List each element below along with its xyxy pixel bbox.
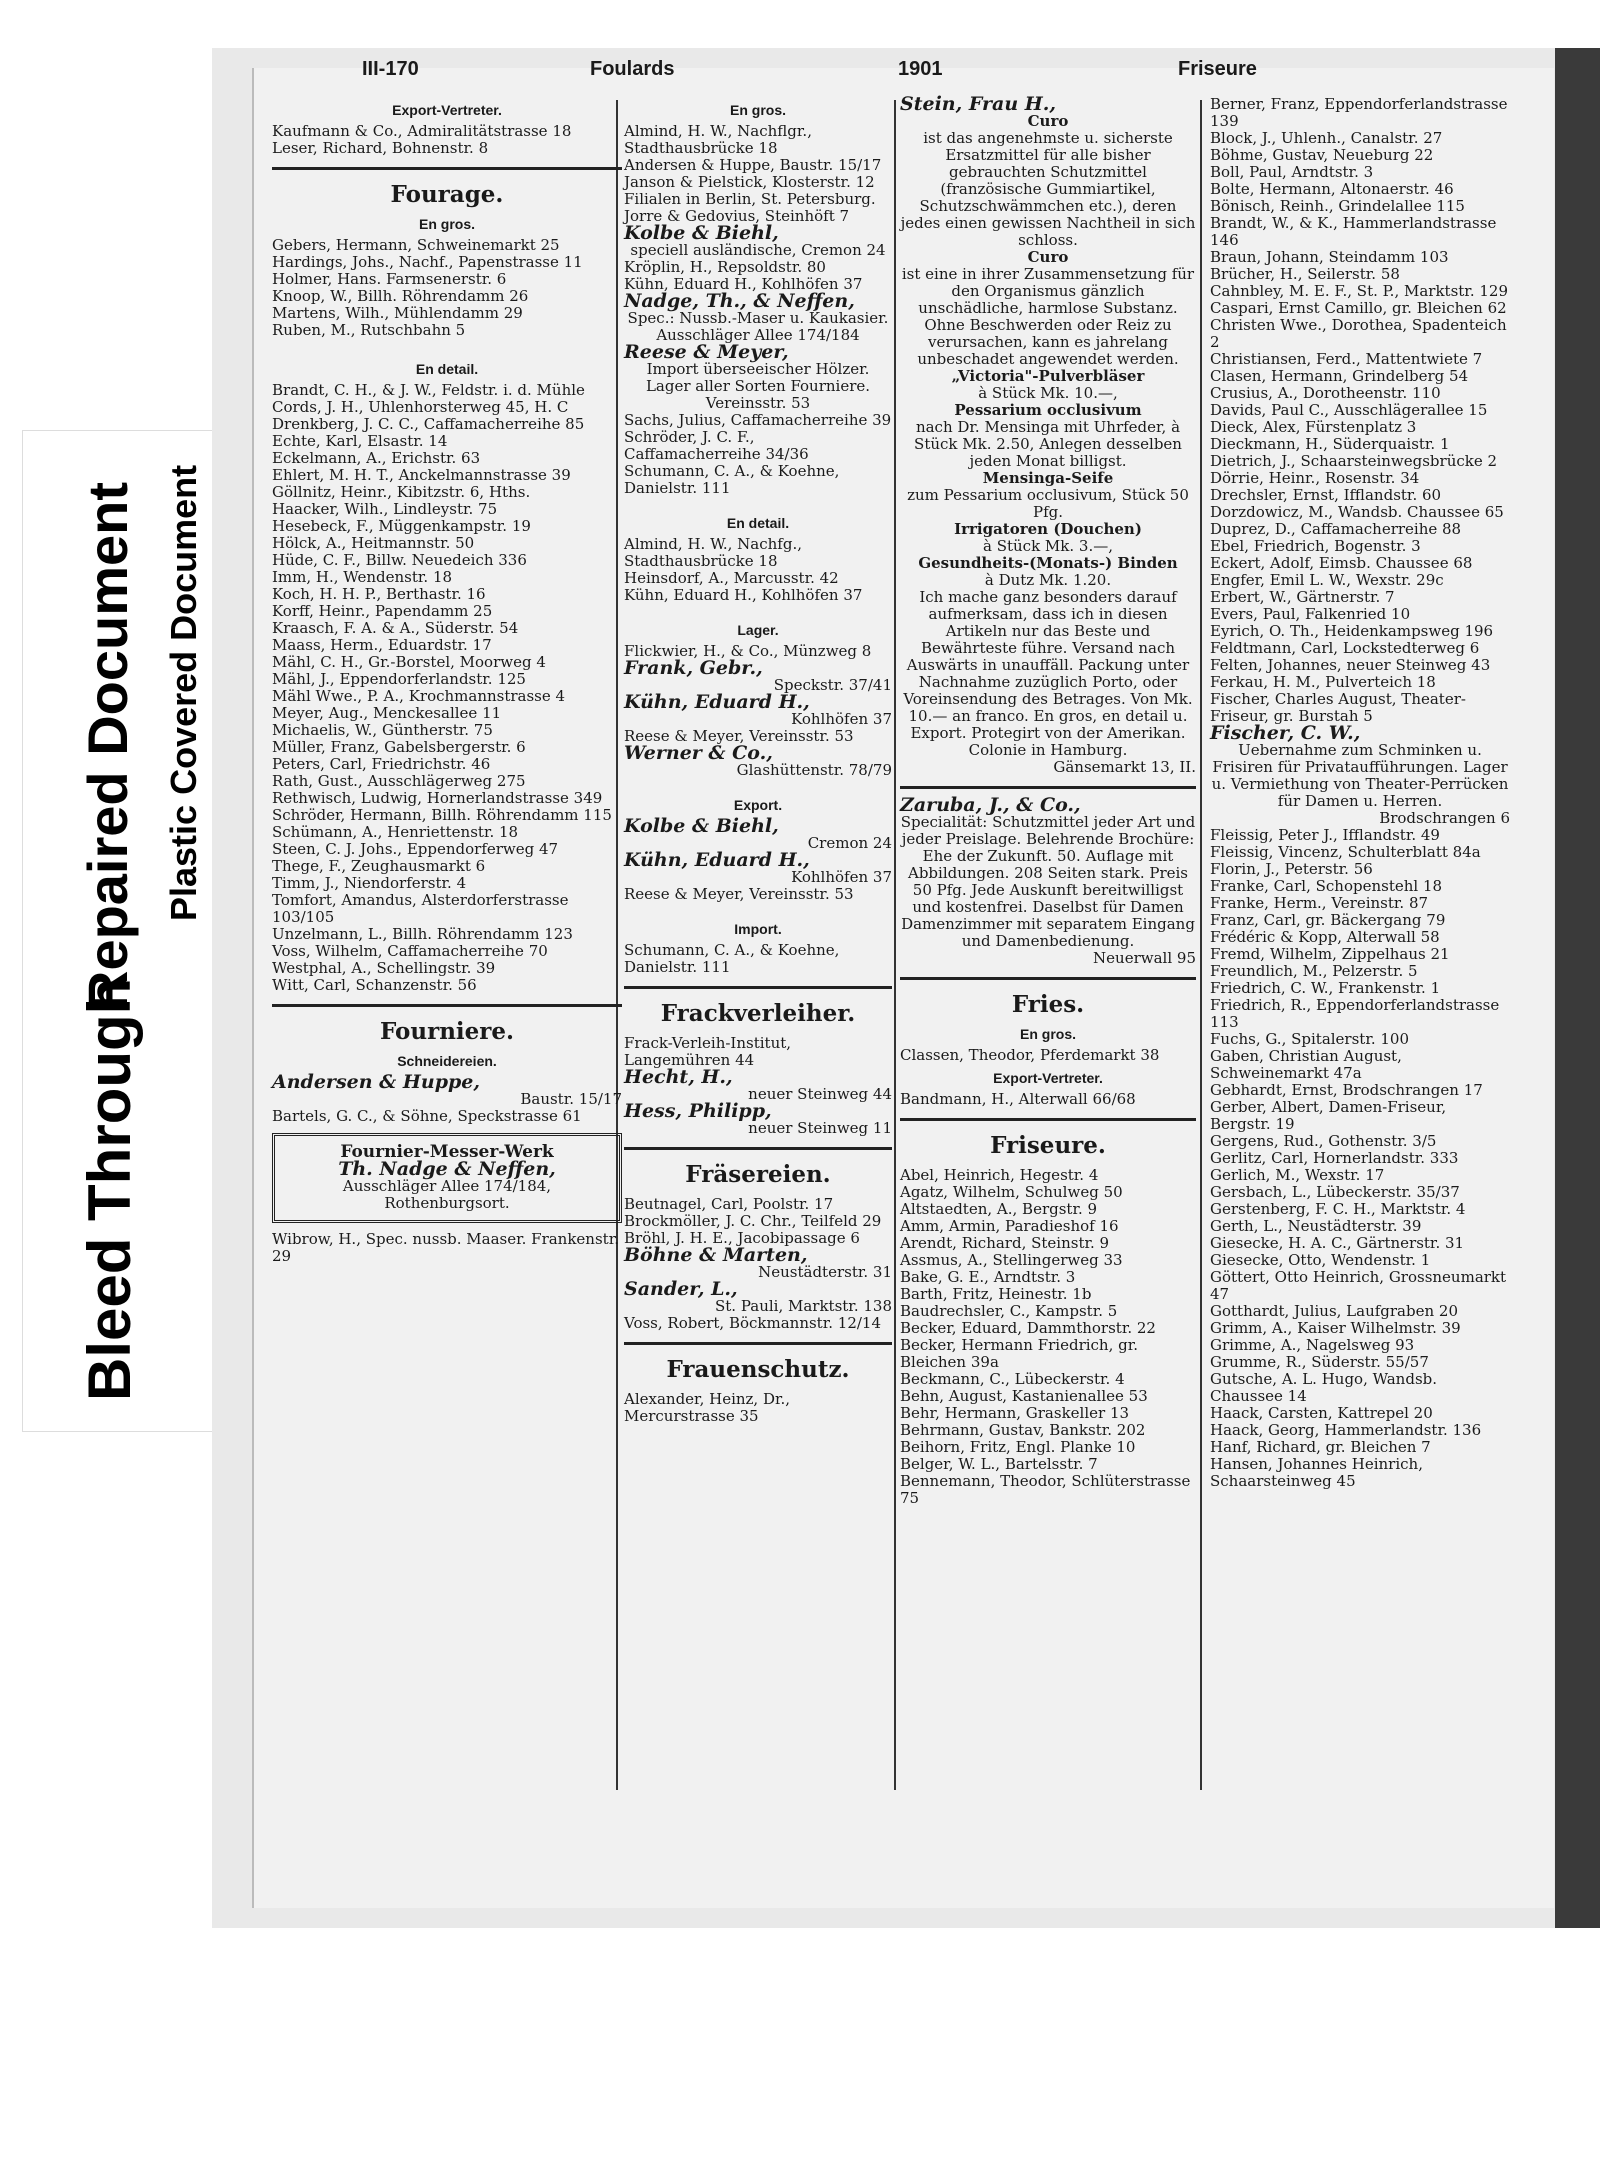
list-item: Voss, Robert, Böckmannstr. 12/14 bbox=[624, 1314, 881, 1332]
list-item: Clasen, Hermann, Grindelberg 54 bbox=[1210, 367, 1469, 385]
bold-entry: Frank, Gebr., bbox=[624, 657, 763, 679]
list-item: Erbert, W., Gärtnerstr. 7 bbox=[1210, 588, 1395, 606]
list-item: Beckmann, C., Lübeckerstr. 4 bbox=[900, 1370, 1125, 1388]
list-item: Rethwisch, Ludwig, Hornerlandstrasse 349 bbox=[272, 789, 603, 807]
list-item: Gersbach, L., Lübeckerstr. 35/37 bbox=[1210, 1183, 1460, 1201]
section-title: Fourniere. bbox=[379, 1018, 515, 1045]
list-item: Steen, C. J. Johs., Eppendorferweg 47 bbox=[272, 840, 559, 858]
list-item: Feldtmann, Carl, Lockstedterweg 6 bbox=[1210, 639, 1480, 657]
bold-entry: Kühn, Eduard H., bbox=[624, 691, 810, 713]
list-item: Jorre & Gedovius, Steinhöft 7 bbox=[624, 207, 850, 225]
list-item: Barth, Fritz, Heinestr. 1b bbox=[900, 1285, 1092, 1303]
list-item: Fleissig, Peter J., Ifflandstr. 49 bbox=[1210, 826, 1440, 844]
stamp-plastic-covered: Plastic Covered Document bbox=[163, 464, 204, 921]
section-title: Frauenschutz. bbox=[666, 1356, 850, 1383]
column-2 bbox=[624, 96, 892, 1425]
product-name: Curo bbox=[1027, 248, 1069, 266]
entry-address: St. Pauli, Marktstr. 138 bbox=[715, 1297, 892, 1315]
list-item: Engfer, Emil L. W., Wexstr. 29c bbox=[1210, 571, 1444, 589]
list-item: Tomfort, Amandus, Alsterdorferstrasse 103/105 bbox=[272, 891, 569, 926]
entry-list bbox=[624, 1391, 892, 1425]
section-subhead: Export-Vertreter. bbox=[993, 1070, 1103, 1086]
list-item: Beihorn, Fritz, Engl. Planke 10 bbox=[900, 1438, 1136, 1456]
list-item: Flickwier, H., & Co., Münzweg 8 bbox=[624, 642, 872, 660]
list-item: Haack, Carsten, Kattrepel 20 bbox=[1210, 1404, 1433, 1422]
list-item: Dieckmann, H., Süderquaistr. 1 bbox=[1210, 435, 1450, 453]
list-item: Haack, Georg, Hammerlandstr. 136 bbox=[1210, 1421, 1482, 1439]
bold-entry: Fischer, C. W., bbox=[1210, 722, 1361, 744]
list-item: Göllnitz, Heinr., Kibitzstr. 6, Hths. bbox=[272, 483, 531, 501]
bold-entry: Reese & Meyer, bbox=[624, 341, 789, 363]
list-item: Gerth, L., Neustädterstr. 39 bbox=[1210, 1217, 1422, 1235]
list-item: Schumann, C. A., & Koehne, Danielstr. 111 bbox=[624, 941, 840, 976]
list-item: Giesecke, H. A. C., Gärtnerstr. 31 bbox=[1210, 1234, 1465, 1252]
entry-address: Kohlhöfen 37 bbox=[791, 710, 892, 728]
bold-entry: Zaruba, J., & Co., bbox=[900, 794, 1081, 816]
bold-entry: Andersen & Huppe, bbox=[272, 1071, 480, 1093]
entry-text: speciell ausländische, Cremon 24 bbox=[630, 241, 886, 259]
section-rule bbox=[624, 1147, 892, 1150]
product-name: Pessarium occlusivum bbox=[954, 401, 1142, 419]
section-subhead: En detail. bbox=[726, 515, 790, 531]
bold-entry: Hess, Philipp, bbox=[624, 1100, 772, 1122]
list-item: Knoop, W., Billh. Röhrendamm 26 bbox=[272, 287, 529, 305]
entry-list bbox=[624, 1196, 892, 1247]
list-item: Behn, August, Kastanienallee 53 bbox=[900, 1387, 1148, 1405]
bold-entry: Stein, Frau H., bbox=[900, 93, 1056, 115]
advert-title: Fournier-Messer-Werk bbox=[340, 1142, 554, 1162]
list-item: Witt, Carl, Schanzenstr. 56 bbox=[272, 976, 477, 994]
list-item: Schröder, Hermann, Billh. Röhrendamm 115 bbox=[272, 806, 612, 824]
bold-entry: Kühn, Eduard H., bbox=[624, 849, 810, 871]
header-left-word: Foulards bbox=[590, 58, 675, 80]
list-item: Müller, Franz, Gabelsbergerstr. 6 bbox=[272, 738, 526, 756]
section-subhead: Export-Vertreter. bbox=[392, 102, 502, 118]
list-item: Schröder, J. C. F., Caffamacherreihe 34/36 bbox=[624, 428, 809, 463]
advert-name: Th. Nadge & Neffen, bbox=[338, 1158, 556, 1180]
list-item: Kaufmann & Co., Admiralitätstrasse 18 bbox=[272, 122, 572, 140]
entry-list bbox=[624, 886, 892, 903]
list-item: Baudrechsler, C., Kampstr. 5 bbox=[900, 1302, 1118, 1320]
entry-text: Ich mache ganz besonders darauf aufmerksam, dass ich in diesen Artikeln nur das Beste und Bewährteste führe. Versand nach Auswärts in unauffäll. Packung unter Nachnahme zuzüglich Porto, oder Voreinsendung des Betrages. Von Mk. 10.— an franco. En gros, en detail u. Export. Protegirt von der Amerikan. Colonie in Hamburg. bbox=[903, 588, 1193, 759]
list-item: Gerstenberg, F. C. H., Marktstr. 4 bbox=[1210, 1200, 1466, 1218]
list-item: Grimme, A., Nagelsweg 93 bbox=[1210, 1336, 1415, 1354]
list-item: Gaben, Christian August, Schweinemarkt 47a bbox=[1210, 1047, 1402, 1082]
list-item: Hölck, A., Heitmannstr. 50 bbox=[272, 534, 475, 552]
entry-list bbox=[272, 1231, 622, 1265]
list-item: Bennemann, Theodor, Schlüterstrasse 75 bbox=[900, 1472, 1191, 1507]
list-item: Brücher, H., Seilerstr. 58 bbox=[1210, 265, 1400, 283]
entry-list bbox=[272, 237, 622, 339]
list-item: Martens, Wilh., Mühlendamm 29 bbox=[272, 304, 523, 322]
section-subhead: En detail. bbox=[415, 361, 479, 377]
list-item: Altstaedten, A., Bergstr. 9 bbox=[900, 1200, 1098, 1218]
section-rule bbox=[900, 1118, 1196, 1121]
book-spine bbox=[1555, 48, 1600, 1928]
list-item: Gotthardt, Julius, Laufgraben 20 bbox=[1210, 1302, 1458, 1320]
product-name: Irrigatoren (Douchen) bbox=[954, 520, 1142, 538]
page-header bbox=[0, 58, 1600, 98]
list-item: Crusius, A., Dorotheenstr. 110 bbox=[1210, 384, 1441, 402]
bold-entry: Kolbe & Biehl, bbox=[624, 222, 779, 244]
section-rule bbox=[900, 977, 1196, 980]
list-item: Mähl, J., Eppendorferlandstr. 125 bbox=[272, 670, 526, 688]
list-item: Eckert, Adolf, Eimsb. Chaussee 68 bbox=[1210, 554, 1473, 572]
list-item: Kühn, Eduard H., Kohlhöfen 37 bbox=[624, 275, 863, 293]
list-item: Drenkberg, J. C. C., Caffamacherreihe 85 bbox=[272, 415, 585, 433]
entry-list bbox=[900, 1167, 1196, 1507]
list-item: Freundlich, M., Pelzerstr. 5 bbox=[1210, 962, 1418, 980]
list-item: Franz, Carl, gr. Bäckergang 79 bbox=[1210, 911, 1446, 929]
list-item: Bandmann, H., Alterwall 66/68 bbox=[900, 1090, 1136, 1108]
entry-list bbox=[272, 382, 622, 994]
entry-text: Specialität: Schutzmittel jeder Art und jeder Preislage. Belehrende Brochüre: Ehe der Zukunft. 50. Auflage mit Abbildungen. 208 Seiten stark. Preis 50 Pfg. Jede Auskunft bereitwilligst und kostenfrei. Daselbst für Damen Damenzimmer mit separatem Eingang und Damenbedienung. bbox=[900, 813, 1196, 950]
list-item: Giesecke, Otto, Wendenstr. 1 bbox=[1210, 1251, 1431, 1269]
list-item: Fischer, Charles August, Theater-Friseur, gr. Burstah 5 bbox=[1210, 690, 1466, 725]
list-item: Maass, Herm., Eduardstr. 17 bbox=[272, 636, 492, 654]
list-item: Cahnbley, M. E. F., St. P., Marktstr. 129 bbox=[1210, 282, 1508, 300]
stamp-bleed-through: Bleed Through bbox=[76, 977, 143, 1401]
list-item: Bolte, Hermann, Altonaerstr. 46 bbox=[1210, 180, 1454, 198]
list-item: Grimm, A., Kaiser Wilhelmstr. 39 bbox=[1210, 1319, 1461, 1337]
list-item: Böhme, Gustav, Neueburg 22 bbox=[1210, 146, 1434, 164]
list-item: Agatz, Wilhelm, Schulweg 50 bbox=[900, 1183, 1123, 1201]
list-item: Koch, H. H. P., Berthastr. 16 bbox=[272, 585, 486, 603]
list-item: Amm, Armin, Paradieshof 16 bbox=[900, 1217, 1119, 1235]
section-subhead: Export. bbox=[733, 797, 783, 813]
section-rule bbox=[272, 167, 622, 170]
entry-text: ist das angenehmste u. sicherste Ersatzmittel für alle bisher gebrauchten Schutzmittel (französische Gummiartikel, Schutzschwämmchen etc.), deren jedes einen gewissen Nachtheil in sich schloss. bbox=[900, 129, 1196, 249]
entry-text: ist eine in ihrer Zusammensetzung für den Organismus gänzlich unschädliche, harmlose Substanz. Ohne Beschwerden oder Reiz zu verursachen, kann es jahrelang unbeschadet angewendet werden. bbox=[901, 265, 1195, 368]
list-item: Westphal, A., Schellingstr. 39 bbox=[272, 959, 496, 977]
entry-address: Speckstr. 37/41 bbox=[773, 676, 892, 694]
page-number: III-170 bbox=[362, 58, 419, 80]
entry-address: Neustädterstr. 31 bbox=[758, 1263, 892, 1281]
list-item: Eyrich, O. Th., Heidenkampsweg 196 bbox=[1210, 622, 1494, 640]
list-item: Timm, J., Niendorferstr. 4 bbox=[272, 874, 467, 892]
list-item: Brandt, W., & K., Hammerlandstrasse 146 bbox=[1210, 214, 1497, 249]
list-item: Thege, F., Zeughausmarkt 6 bbox=[272, 857, 486, 875]
list-item: Janson & Pielstick, Klosterstr. 12 Filialen in Berlin, St. Petersburg. bbox=[624, 173, 876, 208]
advert-address: Ausschläger Allee 174/184, Rothenburgsort. bbox=[342, 1177, 552, 1212]
list-item: Fremd, Wilhelm, Zippelhaus 21 bbox=[1210, 945, 1450, 963]
list-item: Peters, Carl, Friedrichstr. 46 bbox=[272, 755, 491, 773]
bold-entry: Böhne & Marten, bbox=[624, 1244, 808, 1266]
list-item: Hüde, C. F., Billw. Neuedeich 336 bbox=[272, 551, 527, 569]
list-item: Abel, Heinrich, Hegestr. 4 bbox=[900, 1166, 1099, 1184]
bold-entry: Kolbe & Biehl, bbox=[624, 815, 779, 837]
list-item: Christen Wwe., Dorothea, Spadenteich 2 bbox=[1210, 316, 1507, 351]
section-subhead: En gros. bbox=[1019, 1026, 1076, 1042]
list-item: Fuchs, G., Spitalerstr. 100 bbox=[1210, 1030, 1410, 1048]
column-divider bbox=[1200, 100, 1202, 1790]
product-name: Gesundheits-(Monats-) Binden bbox=[918, 554, 1178, 572]
section-subhead: Schneidereien. bbox=[397, 1053, 497, 1069]
list-item: Hanf, Richard, gr. Bleichen 7 bbox=[1210, 1438, 1431, 1456]
column-4 bbox=[1210, 96, 1510, 1490]
list-item: Holmer, Hans. Farmsenerstr. 6 bbox=[272, 270, 507, 288]
list-item: Voss, Wilhelm, Caffamacherreihe 70 bbox=[272, 942, 548, 960]
list-item: Heinsdorf, A., Marcusstr. 42 bbox=[624, 569, 839, 587]
advert-box bbox=[272, 1133, 622, 1223]
list-item: Cords, J. H., Uhlenhorsterweg 45, H. C bbox=[272, 398, 569, 416]
list-item: Hesebeck, F., Müggenkampstr. 19 bbox=[272, 517, 531, 535]
bold-entry: Sander, L., bbox=[624, 1278, 738, 1300]
entry-list bbox=[900, 1091, 1196, 1108]
list-item: Reese & Meyer, Vereinsstr. 53 bbox=[624, 885, 854, 903]
list-item: Ebel, Friedrich, Bogenstr. 3 bbox=[1210, 537, 1421, 555]
entry-list bbox=[624, 942, 892, 976]
list-item: Leser, Richard, Bohnenstr. 8 bbox=[272, 139, 489, 157]
list-item: Fleissig, Vincenz, Schulterblatt 84a bbox=[1210, 843, 1481, 861]
product-name: Curo bbox=[1027, 112, 1069, 130]
list-item: Friedrich, R., Eppendorferlandstrasse 113 bbox=[1210, 996, 1500, 1031]
bold-entry: Werner & Co., bbox=[624, 742, 773, 764]
list-item: Dieck, Alex, Fürstenplatz 3 bbox=[1210, 418, 1417, 436]
section-subhead: Lager. bbox=[737, 622, 779, 638]
list-item: Bönisch, Reinh., Grindelallee 115 bbox=[1210, 197, 1465, 215]
list-item: Block, J., Uhlenh., Canalstr. 27 bbox=[1210, 129, 1443, 147]
section-title: Friseure. bbox=[990, 1132, 1106, 1159]
list-item: Becker, Eduard, Dammthorstr. 22 bbox=[900, 1319, 1156, 1337]
list-item: Brandt, C. H., & J. W., Feldstr. i. d. Mühle bbox=[272, 381, 585, 399]
entry-address: Cremon 24 bbox=[807, 834, 892, 852]
entry-text: nach Dr. Mensinga mit Uhrfeder, à Stück Mk. 2.50, Anlegen desselben jeden Monat billigst. bbox=[914, 418, 1182, 470]
list-item: Bartels, G. C., & Söhne, Speckstrasse 61 bbox=[272, 1107, 582, 1125]
list-item: Becker, Hermann Friedrich, gr. Bleichen 39a bbox=[900, 1336, 1139, 1371]
list-item: Gerber, Albert, Damen-Friseur, Bergstr. 19 bbox=[1210, 1098, 1447, 1133]
list-item: Friedrich, C. W., Frankenstr. 1 bbox=[1210, 979, 1441, 997]
list-item: Hardings, Johs., Nachf., Papenstrasse 11 bbox=[272, 253, 583, 271]
entry-text: Spec.: Nussb.-Maser u. Kaukasier. Ausschläger Allee 174/184 bbox=[627, 309, 889, 344]
bold-entry: Nadge, Th., & Neffen, bbox=[624, 290, 855, 312]
product-name: „Victoria"-Pulverbläser bbox=[951, 367, 1145, 385]
list-item: Schumann, C. A., & Koehne, Danielstr. 111 bbox=[624, 462, 840, 497]
list-item: Franke, Carl, Schopenstehl 18 bbox=[1210, 877, 1443, 895]
list-item: Gebers, Hermann, Schweinemarkt 25 bbox=[272, 236, 560, 254]
list-item: Braun, Johann, Steindamm 103 bbox=[1210, 248, 1449, 266]
entry-address: neuer Steinweg 44 bbox=[748, 1085, 892, 1103]
list-item: Mähl, C. H., Gr.-Borstel, Moorweg 4 bbox=[272, 653, 546, 671]
list-item: Christiansen, Ferd., Mattentwiete 7 bbox=[1210, 350, 1483, 368]
entry-address: Brodschrangen 6 bbox=[1379, 809, 1510, 827]
list-item: Alexander, Heinz, Dr., Mercurstrasse 35 bbox=[624, 1390, 791, 1425]
column-3 bbox=[900, 93, 1196, 1507]
list-item: Classen, Theodor, Pferdemarkt 38 bbox=[900, 1046, 1160, 1064]
header-right-word: Friseure bbox=[1178, 58, 1257, 80]
list-item: Grumme, R., Süderstr. 55/57 bbox=[1210, 1353, 1429, 1371]
entry-list bbox=[900, 1047, 1196, 1064]
list-item: Assmus, A., Stellingerweg 33 bbox=[900, 1251, 1123, 1269]
entry-address: Kohlhöfen 37 bbox=[791, 868, 892, 886]
entry-list bbox=[624, 536, 892, 604]
list-item: Drechsler, Ernst, Ifflandstr. 60 bbox=[1210, 486, 1442, 504]
list-item: Davids, Paul C., Ausschlägerallee 15 bbox=[1210, 401, 1488, 419]
list-item: Boll, Paul, Arndtstr. 3 bbox=[1210, 163, 1374, 181]
list-item: Belger, W. L., Bartelsstr. 7 bbox=[900, 1455, 1098, 1473]
entry-list bbox=[624, 259, 892, 293]
entry-address: neuer Steinweg 11 bbox=[748, 1119, 892, 1137]
column-1 bbox=[272, 96, 622, 1265]
list-item: Dörrie, Heinr., Rosenstr. 34 bbox=[1210, 469, 1420, 487]
list-item: Gerlich, M., Wexstr. 17 bbox=[1210, 1166, 1385, 1184]
entry-text: à Stück Mk. 3.—, bbox=[983, 537, 1113, 555]
list-item: Ferkau, H. M., Pulverteich 18 bbox=[1210, 673, 1436, 691]
entry-text: à Stück Mk. 10.—, bbox=[978, 384, 1118, 402]
list-item: Gutsche, A. L. Hugo, Wandsb. Chaussee 14 bbox=[1210, 1370, 1438, 1405]
entry-list bbox=[1210, 827, 1510, 1490]
list-item: Schümann, A., Henriettenstr. 18 bbox=[272, 823, 519, 841]
list-item: Dorzdowicz, M., Wandsb. Chaussee 65 bbox=[1210, 503, 1504, 521]
list-item: Hansen, Johannes Heinrich, Schaarsteinweg 45 bbox=[1210, 1455, 1423, 1490]
entry-text: Uebernahme zum Schminken u. Frisiren für Privataufführungen. Lager u. Vermiethung von Theater-Perrücken für Damen u. Herren. bbox=[1211, 741, 1509, 810]
entry-text: zum Pessarium occlusivum, Stück 50 Pfg. bbox=[907, 486, 1189, 521]
section-subhead: Import. bbox=[734, 921, 782, 937]
list-item: Unzelmann, L., Billh. Röhrendamm 123 bbox=[272, 925, 573, 943]
list-item: Meyer, Aug., Menckesallee 11 bbox=[272, 704, 502, 722]
list-item: Behrmann, Gustav, Bankstr. 202 bbox=[900, 1421, 1146, 1439]
section-title: Frackverleiher. bbox=[660, 1000, 856, 1027]
list-item: Göttert, Otto Heinrich, Grossneumarkt 47 bbox=[1210, 1268, 1507, 1303]
list-item: Haacker, Wilh., Lindleystr. 75 bbox=[272, 500, 498, 518]
entry-address: Glashüttenstr. 78/79 bbox=[736, 761, 892, 779]
list-item: Michaelis, W., Güntherstr. 75 bbox=[272, 721, 493, 739]
stamp-repaired-document: Repaired Document bbox=[76, 482, 139, 1011]
list-item: Andersen & Huppe, Baustr. 15/17 bbox=[624, 156, 882, 174]
list-item: Franke, Herm., Vereinstr. 87 bbox=[1210, 894, 1429, 912]
list-item: Kühn, Eduard H., Kohlhöfen 37 bbox=[624, 586, 863, 604]
list-item: Bake, G. E., Arndtstr. 3 bbox=[900, 1268, 1076, 1286]
entry-list bbox=[1210, 96, 1510, 725]
section-title: Fries. bbox=[1011, 991, 1085, 1018]
list-item: Beutnagel, Carl, Poolstr. 17 bbox=[624, 1195, 834, 1213]
list-item: Behr, Hermann, Graskeller 13 bbox=[900, 1404, 1130, 1422]
list-item: Gebhardt, Ernst, Brodschrangen 17 bbox=[1210, 1081, 1483, 1099]
list-item: Ehlert, M. H. T., Anckelmannstrasse 39 bbox=[272, 466, 571, 484]
entry-list bbox=[624, 1315, 892, 1332]
entry-address: Baustr. 15/17 bbox=[520, 1090, 622, 1108]
list-item: Sachs, Julius, Caffamacherreihe 39 bbox=[624, 411, 892, 429]
entry-text: Import überseeischer Hölzer. Lager aller Sorten Fourniere. Vereinsstr. 53 bbox=[645, 360, 871, 412]
section-rule bbox=[272, 1004, 622, 1007]
list-item: Imm, H., Wendenstr. 18 bbox=[272, 568, 453, 586]
section-subhead: En gros. bbox=[418, 216, 475, 232]
list-item: Brockmöller, J. C. Chr., Teilfeld 29 bbox=[624, 1212, 882, 1230]
list-item: Florin, J., Peterstr. 56 bbox=[1210, 860, 1373, 878]
list-item: Kröplin, H., Repsoldstr. 80 bbox=[624, 258, 826, 276]
section-rule bbox=[624, 986, 892, 989]
list-item: Ruben, M., Rutschbahn 5 bbox=[272, 321, 466, 339]
header-year: 1901 bbox=[898, 58, 943, 80]
entry-text: à Dutz Mk. 1.20. bbox=[984, 571, 1112, 589]
entry-list bbox=[272, 123, 622, 157]
list-item: Arendt, Richard, Steinstr. 9 bbox=[900, 1234, 1110, 1252]
list-item: Almind, H. W., Nachfg., Stadthausbrücke 18 bbox=[624, 535, 802, 570]
list-item: Frédéric & Kopp, Alterwall 58 bbox=[1210, 928, 1440, 946]
entry-list bbox=[624, 412, 892, 497]
list-item: Frack-Verleih-Institut, Langemühren 44 bbox=[624, 1034, 792, 1069]
list-item: Duprez, D., Caffamacherreihe 88 bbox=[1210, 520, 1462, 538]
section-subhead: En gros. bbox=[729, 102, 786, 118]
stamp-labels bbox=[22, 430, 230, 1432]
list-item: Reese & Meyer, Vereinsstr. 53 bbox=[624, 727, 854, 745]
entry-address: Gänsemarkt 13, II. bbox=[1053, 758, 1196, 776]
section-title: Fräsereien. bbox=[685, 1161, 831, 1188]
list-item: Gerlitz, Carl, Hornerlandstr. 333 bbox=[1210, 1149, 1459, 1167]
list-item: Gergens, Rud., Gothenstr. 3/5 bbox=[1210, 1132, 1437, 1150]
column-divider bbox=[894, 100, 896, 1790]
list-item: Dietrich, J., Schaarsteinwegsbrücke 2 bbox=[1210, 452, 1498, 470]
list-item: Mähl Wwe., P. A., Krochmannstrasse 4 bbox=[272, 687, 566, 705]
list-item: Echte, Karl, Elsastr. 14 bbox=[272, 432, 448, 450]
list-item: Wibrow, H., Spec. nussb. Maaser. Frankenstr. 29 bbox=[272, 1230, 619, 1265]
list-item: Korff, Heinr., Papendamm 25 bbox=[272, 602, 493, 620]
list-item: Evers, Paul, Falkenried 10 bbox=[1210, 605, 1411, 623]
list-item: Felten, Johannes, neuer Steinweg 43 bbox=[1210, 656, 1491, 674]
list-item: Bröhl, J. H. E., Jacobipassage 6 bbox=[624, 1229, 860, 1247]
list-item: Eckelmann, A., Erichstr. 63 bbox=[272, 449, 481, 467]
list-item: Kraasch, F. A. & A., Süderstr. 54 bbox=[272, 619, 519, 637]
list-item: Almind, H. W., Nachflgr., Stadthausbrücke 18 bbox=[624, 122, 812, 157]
product-name: Mensinga-Seife bbox=[982, 469, 1114, 487]
list-item: Rath, Gust., Ausschlägerweg 275 bbox=[272, 772, 526, 790]
section-rule bbox=[900, 786, 1196, 789]
bold-entry: Hecht, H., bbox=[624, 1066, 733, 1088]
section-title: Fourage. bbox=[390, 181, 504, 208]
list-item: Caspari, Ernst Camillo, gr. Bleichen 62 bbox=[1210, 299, 1507, 317]
list-item: Berner, Franz, Eppendorferlandstrasse 139 bbox=[1210, 95, 1508, 130]
entry-list bbox=[272, 1108, 622, 1125]
entry-address: Neuerwall 95 bbox=[1093, 949, 1196, 967]
entry-list bbox=[624, 1035, 892, 1069]
section-rule bbox=[624, 1342, 892, 1345]
entry-list bbox=[624, 123, 892, 225]
